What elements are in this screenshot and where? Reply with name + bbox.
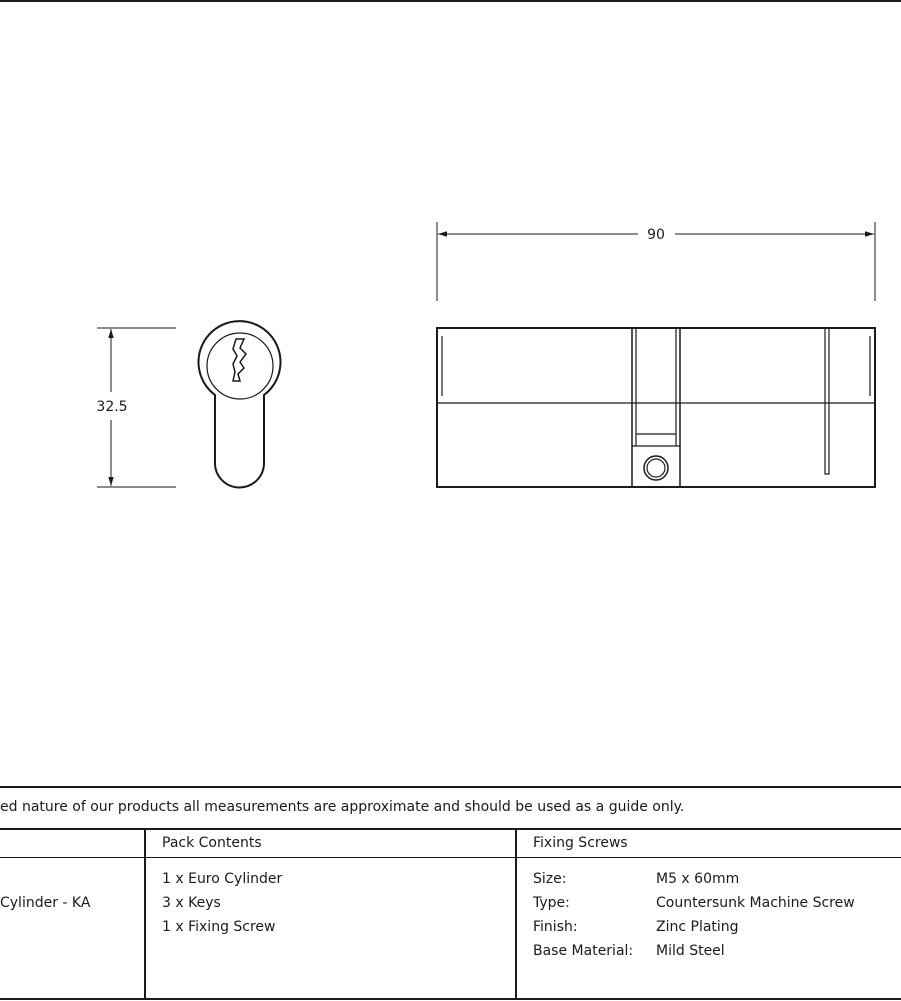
plug-circle: [207, 333, 273, 399]
height-dimension-label: 32.5: [96, 399, 128, 415]
screw-spec-label: Type:: [533, 895, 570, 911]
header-top-rule: [0, 828, 901, 830]
spec-table: [0, 786, 901, 1000]
length-dimension-label: 90: [647, 227, 665, 243]
screw-spec-label: Size:: [533, 871, 567, 887]
pack-item: 3 x Keys: [162, 895, 221, 911]
screw-spec-value: Mild Steel: [656, 943, 725, 959]
column-divider-2: [515, 828, 517, 1000]
screw-spec-label: Base Material:: [533, 943, 634, 959]
fixing-hole-inner: [647, 459, 665, 477]
table-bottom-rule: [0, 998, 901, 1000]
screw-spec-value: Zinc Plating: [656, 919, 739, 935]
cylinder-body-outline: [437, 328, 875, 487]
pack-item: 1 x Euro Cylinder: [162, 871, 283, 887]
keyway-slot: [233, 339, 246, 381]
disclaimer-text: ed nature of our products all measurements are approximate and should be used as a guide only.: [0, 799, 685, 815]
product-name: Cylinder - KA: [0, 895, 91, 911]
screw-spec-value: M5 x 60mm: [656, 871, 740, 887]
pack-contents-header: Pack Contents: [162, 835, 262, 851]
fixing-screws-header: Fixing Screws: [533, 835, 628, 851]
header-bottom-rule: [0, 857, 901, 858]
cam-slot: [632, 328, 680, 487]
pack-item: 1 x Fixing Screw: [162, 919, 276, 935]
screw-spec-label: Finish:: [533, 919, 578, 935]
cylinder-profile-outline: [199, 321, 281, 487]
end-view: [96, 321, 280, 487]
column-divider-1: [144, 828, 146, 1000]
side-view: [437, 222, 875, 487]
table-top-rule: [0, 786, 901, 788]
right-groove: [825, 328, 829, 474]
screw-spec-value: Countersunk Machine Screw: [656, 895, 855, 911]
